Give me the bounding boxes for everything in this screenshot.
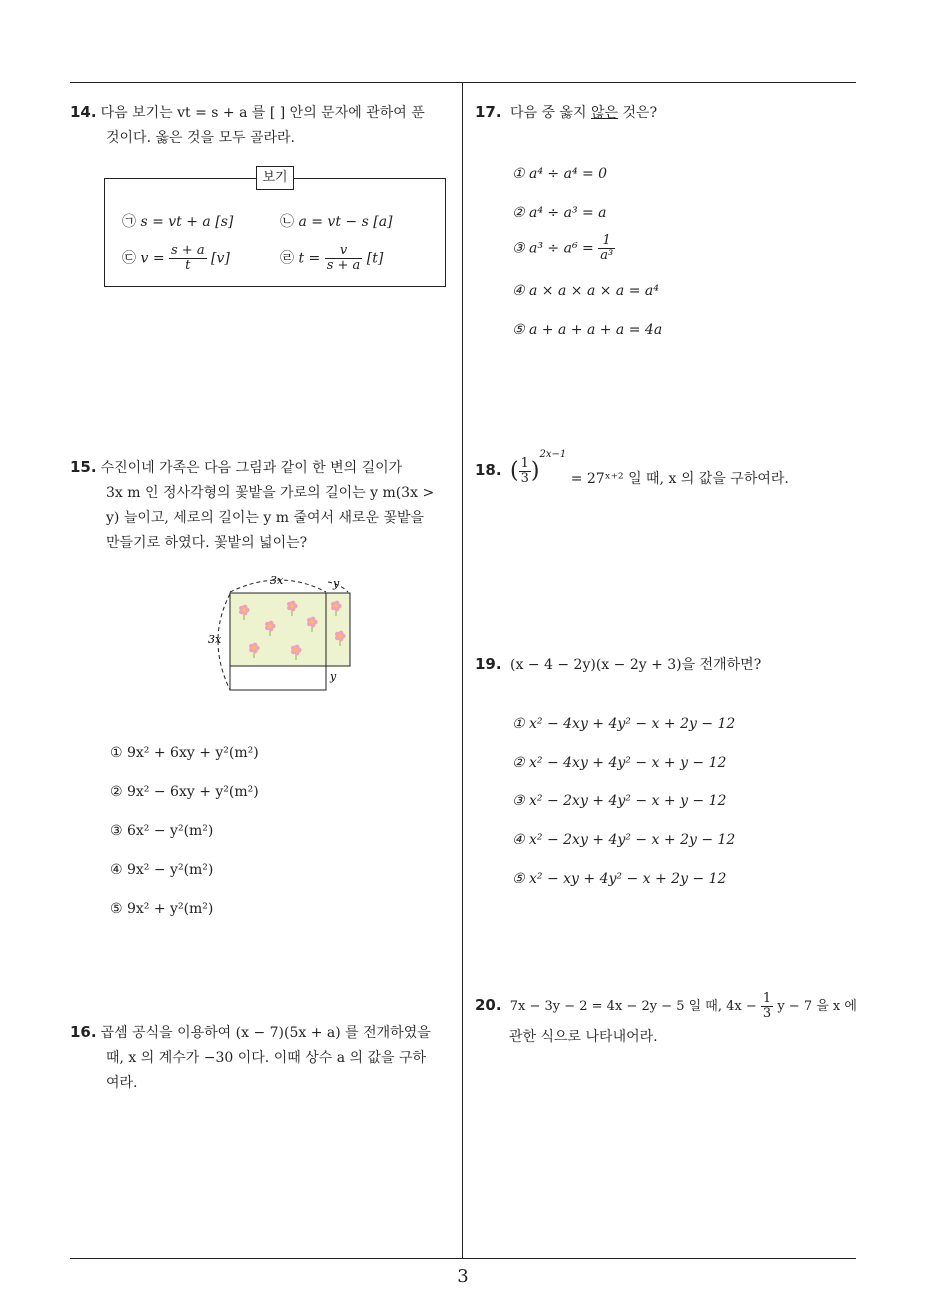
example-box-title: 보기 — [256, 166, 294, 190]
question-text: y − 7 을 x 에 — [777, 999, 857, 1014]
question-text-line: 3x m 인 정사각형의 꽃밭을 가로의 길이는 y m(3x > — [106, 485, 435, 501]
choice-3[interactable]: ③ a³ ÷ a⁶ = $\frac{1}{\text{a³}}$ — [512, 233, 614, 263]
question-text-line: 관한 식으로 나타내어라. — [509, 1029, 658, 1045]
choice-5[interactable]: ⑤ 9x² + y²(m²) — [110, 901, 214, 917]
question-number: 14. — [70, 103, 97, 121]
question-number: 16. — [70, 1023, 97, 1041]
question-text: 다음 중 옳지 — [510, 105, 587, 121]
question-text-line: 것이다. 옳은 것을 모두 골라라. — [106, 130, 295, 146]
choice-5[interactable]: ⑤ x² − xy + 4y² − x + 2y − 12 — [512, 871, 727, 887]
question-text: 것은? — [622, 105, 658, 121]
original-garden-lower — [230, 666, 326, 690]
label-top-y: y — [333, 577, 340, 590]
question-text-line: 여라. — [106, 1075, 138, 1091]
column-divider — [462, 82, 463, 1259]
question-number: 18. — [475, 461, 502, 479]
question-text-line: y) 늘이고, 세로의 길이는 y m 줄여서 새로운 꽃밭을 — [106, 510, 425, 526]
choice-3[interactable]: ③ 6x² − y²(m²) — [110, 823, 214, 839]
choice-1[interactable]: ① 9x² + 6xy + y²(m²) — [110, 745, 259, 761]
question-text-emphasis: 않은 — [591, 105, 619, 121]
flower-garden-figure — [200, 570, 370, 700]
question-text: 7x − 3y − 2 = 4x − 2y − 5 일 때, 4x − — [509, 999, 757, 1014]
choice-2[interactable]: ② 9x² − 6xy + y²(m²) — [110, 784, 259, 800]
question-text: = 27ˣ⁺² 일 때, x 의 값을 구하여라. — [570, 471, 789, 487]
question-text-line: 다음 보기는 vt = s + a 를 [ ] 안의 문자에 관하여 푼 — [100, 105, 425, 121]
question-16 — [70, 1020, 456, 1096]
question-text: (x − 4 − 2y)(x − 2y + 3)을 전개하면? — [510, 657, 762, 673]
choice-2[interactable]: ② x² − 4xy + 4y² − x + y − 12 — [512, 755, 727, 771]
question-text-line: 수진이네 가족은 다음 그림과 같이 한 변의 길이가 — [100, 460, 403, 476]
example-item: ㉣ t = $\frac{v}{s + a}$ [t] — [280, 243, 384, 273]
question-number: 20. — [475, 996, 502, 1014]
question-17 — [475, 100, 855, 126]
choice-4[interactable]: ④ 9x² − y²(m²) — [110, 862, 214, 878]
choice-1[interactable]: ① x² − 4xy + 4y² − x + 2y − 12 — [512, 716, 736, 732]
label-bottom-y: y — [330, 670, 337, 683]
bottom-rule — [70, 1258, 856, 1259]
choice-3[interactable]: ③ x² − 2xy + 4y² − x + y − 12 — [512, 793, 727, 809]
question-20: 20. 7x − 3y − 2 = 4x − 2y − 5 일 때, 4x − $\frac{1}{3}$ y − 7 을 x 에 관한 식으로 나타내어라. — [475, 992, 865, 1050]
question-14 — [70, 100, 456, 151]
question-number: 19. — [475, 655, 502, 673]
choice-4[interactable]: ④ x² − 2xy + 4y² − x + 2y − 12 — [512, 832, 736, 848]
page-number: 3 — [457, 1266, 469, 1287]
question-number: 15. — [70, 458, 97, 476]
question-15 — [70, 455, 456, 556]
choice-5[interactable]: ⑤ a + a + a + a = 4a — [512, 322, 663, 338]
top-rule — [70, 82, 856, 83]
example-item: ㉢ v = $\frac{s + a}{t}$ [v] — [122, 243, 230, 273]
question-text-line: 만들기로 하였다. 꽃밭의 넓이는? — [106, 535, 308, 551]
question-number: 17. — [475, 103, 502, 121]
question-19 — [475, 652, 855, 678]
example-item: ㉡ a = vt − s [a] — [280, 214, 393, 230]
question-text-line: 곱셈 공식을 이용하여 (x − 7)(5x + a) 를 전개하였을 — [100, 1025, 431, 1041]
question-18: 18. ( $\frac{1}{3}$ )$^{2x-1}$ = 27ˣ⁺² 일 때, x 의 값을 구하여라. — [475, 449, 789, 487]
choice-1[interactable]: ① a⁴ ÷ a⁴ = 0 — [512, 166, 608, 182]
question-text-line: 때, x 의 계수가 −30 이다. 이때 상수 a 의 값을 구하 — [106, 1050, 427, 1066]
label-left-3x: 3x — [208, 633, 222, 646]
choice-2[interactable]: ② a⁴ ÷ a³ = a — [512, 205, 607, 221]
example-item: ㉠ s = vt + a [s] — [122, 214, 234, 230]
choice-4[interactable]: ④ a × a × a × a = a⁴ — [512, 283, 659, 299]
label-top-3x: 3x — [270, 574, 284, 587]
